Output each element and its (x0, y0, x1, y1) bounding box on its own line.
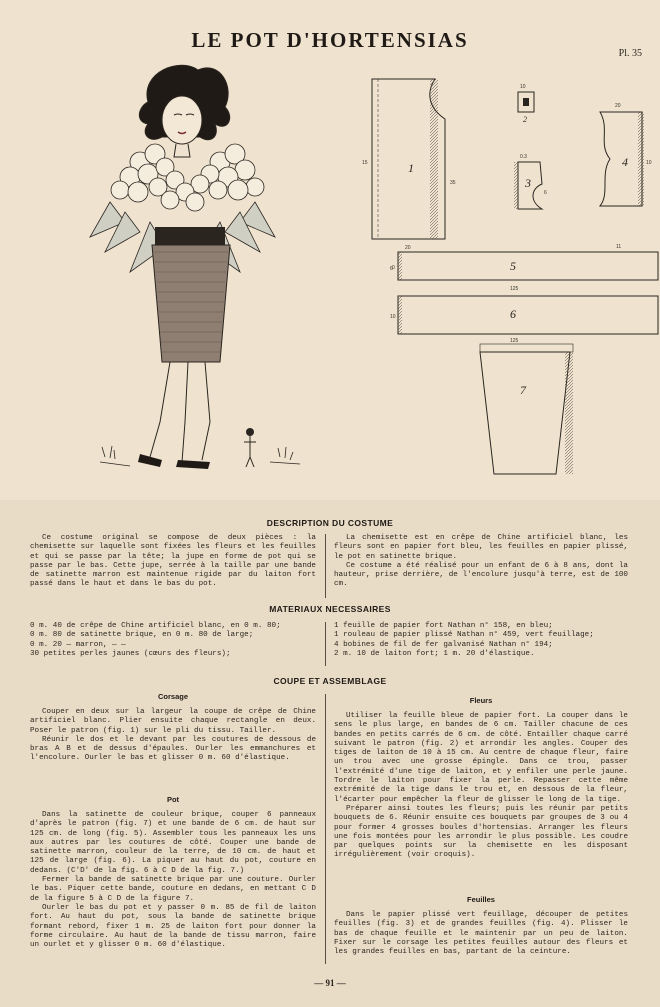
fleurs-text: Utiliser la feuille bleue de papier fort. La couper dans le sens le plus large, en bandes de 6 cm. Tailler chacune de ces bandes en petits carrés de 6 cm. de côté. Entailler chaque carré suivant le patron (fig. 2) et arrondir les angles. Couper des tiges de laiton de 10 à 15 cm. Au centre de chaque fleur, faire un trou avec une grosse épingle. Dans ce trou, passer l'extrémité d'une tige de laiton, et y enfiler une perle jaune. Tordre le laiton pour fixer la perle. Repasser cette même extrémité de la tige dans le trou et, en dessous de la fleur, l'écarter pour empêcher la fleur de glisser le long de la tige. Préparer ainsi toutes les fleurs; puis les réunir par petits bouquets de 6. Réunir ensuite ces bouquets par groupes de 3 ou 4 pour former 4 grosses boules d'hortensias. Arranger les fleurs une fois montées pour les arrondir le plus possible. Les coudre par quelques points sur la chemisette en les disposant irrégulièrement (voir croquis). (334, 712, 628, 860)
description-left: Ce costume original se compose de deux pièces : la chemisette sur laquelle sont fixées les fleurs et les feuilles et qui se passe par la tête; la jupe en forme de pot qui se passe par le bas. Cette jupe, serrée à la taille par une bande de satinette marron est maintenue rigide par du laiton fort passé dans le haut et dans le bas du pot. (30, 534, 316, 589)
dim-label: 6 (544, 190, 547, 196)
feuilles-title: Feuilles (467, 895, 495, 904)
dim-label: 11 (616, 244, 622, 250)
pattern-piece-6 (398, 296, 658, 334)
pattern-label-5: 5 (510, 259, 516, 273)
feuilles-text: Dans le papier plissé vert feuillage, découper de petites feuilles (fig. 3) et de grandes feuilles (fig. 4). Plisser le bas de chaque feuille et le maintenir par un peu de laiton. Fixer sur le corsage les petites feuilles autour des fleurs et les grandes feuilles en bas, partant de la ceinture. (334, 911, 628, 957)
fleurs-title: Fleurs (469, 696, 493, 705)
dim-label: 20 (615, 103, 621, 109)
materials-left: 0 m. 40 de crêpe de Chine artificiel blanc, en 0 m. 80; 0 m. 80 de satinette brique, en 0 m. 80 de large; 0 m. 20 — marron, — — 30 petites perles jaunes (cœurs des fleurs); (30, 622, 281, 658)
dim-label: 20 (405, 245, 411, 251)
pattern-diagrams (360, 74, 660, 484)
dim-label: 10 (520, 84, 526, 90)
dim-label: 35 (450, 180, 456, 186)
page-title: LE POT D'HORTENSIAS (191, 28, 469, 52)
dim-label: 0.3 (520, 154, 527, 160)
dim-label: 6 (390, 266, 393, 272)
dim-label: 125 (510, 286, 519, 292)
pattern-label-2: 2 (523, 115, 527, 124)
pattern-label-6: 6 (510, 307, 516, 321)
assembly-heading: COUPE ET ASSEMBLAGE (273, 676, 387, 686)
dim-label: 10 (646, 160, 652, 166)
materials-heading: MATERIAUX NECESSAIRES (269, 604, 391, 614)
costume-illustration (70, 62, 310, 482)
description-heading: DESCRIPTION DU COSTUME (266, 518, 394, 528)
corsage-text: Couper en deux sur la largeur la coupe de crêpe de Chine artificiel blanc. Plier ensuite chaque rectangle en deux. Poser le patron (fig. 1) sur le pli du tissu. Tailler. Réunir le dos et le devant par les coutures de dessous de bras A B et de dessus d'épaules. Ourler les emmanchures et l'encolure. Ourler le bas et glisser 0 m. 60 d'élastique. (30, 708, 316, 763)
pattern-label-1: 1 (408, 161, 414, 175)
pot-text: Dans la satinette de couleur brique, couper 6 panneaux d'après le patron (fig. 7) et une bande de 6 cm. de haut sur 125 cm. de long (fig. 5). Assembler tous les panneaux les uns aux autres par les coutures de côté. Couper une bande de satinette marron, couleur de la terre, de 10 cm. de haut et 125 de large (fig. 6). La piquer au haut du pot, couture en dedans. (C'D' de la fig. 6 à C D de la fig. 7.) Fermer la bande de satinette brique par une couture. Ourler le bas. Piquer cette bande, couture en dedans, en mettant C D de la figure 5 à C D de la figure 7. Ourler le bas du pot et y passer 0 m. 85 de fil de laiton fort. Au haut du pot, sous la bande de satinette brique formant rebord, fixer 1 m. 25 de laiton fort pour donner la forme circulaire. Au haut de la bande de tissu marron, faire un ourlet et y glisser 0 m. 60 d'élastique. (30, 811, 316, 950)
pattern-label-4: 4 (622, 155, 628, 169)
pot-title: Pot (166, 795, 180, 804)
column-divider (325, 534, 326, 598)
dim-label: 0 (392, 265, 395, 271)
dim-label: 15 (362, 160, 368, 166)
dim-label: 125 (510, 338, 519, 344)
pattern-label-3: 3 (525, 176, 531, 190)
pattern-piece-5 (398, 252, 658, 280)
plate-number: Pl. 35 (618, 48, 642, 59)
pattern-piece-1 (372, 79, 445, 239)
column-divider (325, 622, 326, 666)
column-divider (325, 694, 326, 964)
pattern-piece-2 (518, 92, 534, 112)
corsage-title: Corsage (157, 692, 188, 701)
page-number: — 91 — (314, 978, 346, 988)
materials-right: 1 feuille de papier fort Nathan n° 158, en bleu; 1 rouleau de papier plissé Nathan n° 459, vert feuillage; 4 bobines de fil de fer galvanisé Nathan n° 194; 2 m. 10 de laiton fort; 1 m. 20 d'élastique. (334, 622, 594, 658)
pattern-piece-7 (480, 344, 573, 474)
description-right: La chemisette est en crêpe de Chine artificiel blanc, les fleurs sont en papier fort bleu, les feuilles en papier plissé, le pot en satinette brique. Ce costume a été réalisé pour un enfant de 6 à 8 ans, dont la hauteur, prise derrière, de l'encolure jusqu'à terre, est de 100 cm. (334, 534, 628, 589)
pattern-label-7: 7 (520, 383, 526, 397)
dim-label: 10 (390, 314, 396, 320)
